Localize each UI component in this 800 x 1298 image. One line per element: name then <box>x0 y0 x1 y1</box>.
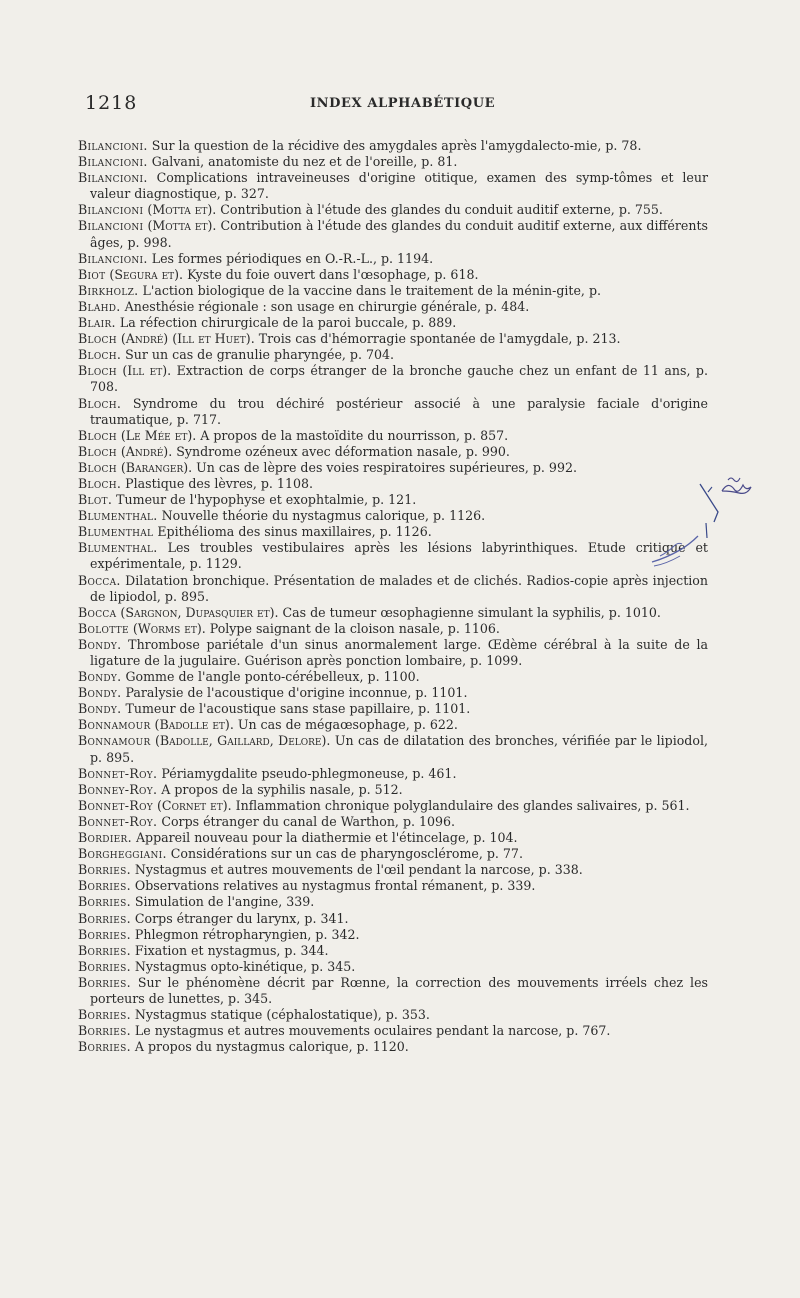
index-entry <box>78 782 708 798</box>
entry-text: Sur le phénomène décrit par Rœnne, la correction des mouvements irréels chez les porteurs de lunettes, p. 345. <box>90 974 708 1006</box>
entry-author: Bilancioni <box>78 202 144 218</box>
entry-text: Thrombose pariétale d'un sinus anormalement large. Œdème cérébral à la suite de la ligature de la jugulaire. Guérison après ponction lombaire, p. 1099. <box>90 636 708 668</box>
entry-text: Tumeur de l'hypophyse et exophtalmie, p. 121. <box>112 492 417 508</box>
entry-text: Complications intraveineuses d'origine otitique, examen des symp-tômes et leur valeur diagnostique, p. 327. <box>90 170 708 202</box>
index-entry <box>78 170 708 202</box>
entry-author: Bloch. <box>78 475 122 491</box>
index-entry <box>78 444 708 460</box>
entry-author: Bonnet-Roy. <box>78 765 158 781</box>
entry-text: Inflammation chronique polyglandulaire des glandes salivaires, p. 561. <box>231 797 690 813</box>
index-entry <box>78 846 708 862</box>
index-entry <box>78 347 708 363</box>
entry-author: Bloch <box>78 459 117 475</box>
entry-author: Borries. <box>78 958 131 974</box>
entry-coauthors: (André) (Ill et Huet). <box>116 331 255 347</box>
index-entry <box>78 959 708 975</box>
index-entry <box>78 830 708 846</box>
entry-author: Bilancioni. <box>78 170 148 186</box>
entry-author: Borries. <box>78 926 131 942</box>
index-entry <box>78 911 708 927</box>
entry-author: Blot. <box>78 492 113 508</box>
index-entry <box>78 605 708 621</box>
index-entry <box>78 218 708 250</box>
entry-author: Bonnamour <box>78 733 151 749</box>
entry-text: Trois cas d'hémorragie spontanée de l'amygdale, p. 213. <box>254 331 621 347</box>
entry-author: Bondy. <box>78 701 122 717</box>
entry-author: Bilancioni. <box>78 154 148 170</box>
entry-author: Bloch <box>78 443 117 459</box>
index-entry <box>78 283 708 299</box>
index-entry <box>78 1023 708 1039</box>
entry-text: A propos de la syphilis nasale, p. 512. <box>157 781 403 797</box>
index-entry <box>78 492 708 508</box>
entry-text: La réfection chirurgicale de la paroi buccale, p. 889. <box>115 315 457 331</box>
entry-author: Borries. <box>78 942 131 958</box>
entry-author: Borgheggiani. <box>78 846 167 862</box>
entry-author: Blahd. <box>78 298 121 314</box>
entry-text: Polype saignant de la cloison nasale, p. 1106. <box>205 620 500 636</box>
entry-coauthors: (Segura et). <box>105 266 184 282</box>
entry-author: Bloch. <box>78 395 122 411</box>
entry-coauthors: (Baranger). <box>116 459 193 475</box>
entry-text: Cas de tumeur œsophagienne simulant la syphilis, p. 1010. <box>278 604 661 620</box>
index-entry <box>78 315 708 331</box>
entry-author: Blumenthal <box>78 524 154 540</box>
index-entry <box>78 701 708 717</box>
index-entry <box>78 862 708 878</box>
index-entry <box>78 396 708 428</box>
entry-author: Bolotte <box>78 620 129 636</box>
entry-text: Plastique des lèvres, p. 1108. <box>121 475 313 491</box>
index-entry <box>78 476 708 492</box>
index-entry <box>78 299 708 315</box>
index-entry <box>78 637 708 669</box>
pencil-bracket-tick <box>708 487 712 492</box>
index-entry <box>78 717 708 733</box>
entry-author: Bocca. <box>78 572 121 588</box>
running-title: INDEX ALPHABÉTIQUE <box>310 96 496 111</box>
entry-author: Bloch <box>78 331 117 347</box>
entry-text: Appareil nouveau pour la diathermie et l'étincelage, p. 104. <box>131 830 518 846</box>
entry-text: Simulation de l'angine, 339. <box>130 894 315 910</box>
entry-author: Borries. <box>78 1039 131 1055</box>
entry-text: Corps étranger du larynx, p. 341. <box>130 910 349 926</box>
entry-coauthors: (Sargnon, Dupasquier et). <box>116 604 279 620</box>
entry-author: Bondy. <box>78 685 122 701</box>
entry-author: Bilancioni. <box>78 250 148 266</box>
entry-author: Bloch. <box>78 347 122 363</box>
entry-text: Kyste du foie ouvert dans l'œsophage, p. 618. <box>183 266 479 282</box>
entry-text: Epithélioma des sinus maxillaires, p. 1126. <box>153 524 432 540</box>
entry-text: Contribution à l'étude des glandes du conduit auditif externe, aux différents âges, p. 998. <box>90 218 708 250</box>
entry-text: A propos de la mastoïdite du nourrisson, p. 857. <box>196 427 509 443</box>
page-number: 1218 <box>85 92 138 114</box>
entry-author: Bloch <box>78 427 117 443</box>
entry-text: Sur un cas de granulie pharyngée, p. 704. <box>121 347 395 363</box>
index-entry <box>78 814 708 830</box>
entry-text: Paralysie de l'acoustique d'origine inconnue, p. 1101. <box>121 685 468 701</box>
index-entry <box>78 524 708 540</box>
entry-text: Tumeur de l'acoustique sans stase papillaire, p. 1101. <box>121 701 471 717</box>
index-entry <box>78 267 708 283</box>
entry-author: Borries. <box>78 974 131 990</box>
entry-text: Extraction de corps étranger de la bronche gauche chez un enfant de 11 ans, p. 708. <box>90 363 708 395</box>
index-entry <box>78 733 708 765</box>
entry-text: Sur la question de la récidive des amygdales après l'amygdalecto-mie, p. 78. <box>147 138 642 153</box>
entry-author: Bloch <box>78 363 117 379</box>
entry-text: L'action biologique de la vaccine dans le traitement de la ménin-gite, p. <box>138 282 602 298</box>
index-entry <box>78 927 708 943</box>
index-entry <box>78 460 708 476</box>
entry-text: Gomme de l'angle ponto-cérébelleux, p. 1100. <box>121 669 420 685</box>
entry-author: Bonney-Roy. <box>78 781 158 797</box>
entry-author: Bilancioni. <box>78 138 148 153</box>
entry-text: Syndrome ozéneux avec déformation nasale, p. 990. <box>172 443 510 459</box>
entry-text: Un cas de mégaœsophage, p. 622. <box>233 717 458 733</box>
entry-text: Corps étranger du canal de Warthon, p. 1096. <box>157 813 456 829</box>
entry-text: Périamygdalite pseudo-phlegmoneuse, p. 461. <box>157 765 457 781</box>
index-entry <box>78 202 708 218</box>
index-entry <box>78 766 708 782</box>
index-entry <box>78 508 708 524</box>
entry-author: Bondy. <box>78 669 122 685</box>
entry-author: Blumenthal. <box>78 540 158 556</box>
entry-author: Bonnet-Roy <box>78 797 154 813</box>
entry-author: Borries. <box>78 910 131 926</box>
entry-coauthors: (Badolle et). <box>150 717 234 733</box>
index-entry <box>78 685 708 701</box>
index-entry <box>78 621 708 637</box>
index-entry <box>78 138 708 154</box>
entry-author: Borries. <box>78 878 131 894</box>
entry-text: Anesthésie régionale : son usage en chirurgie générale, p. 484. <box>120 298 530 314</box>
index-entry <box>78 1007 708 1023</box>
entry-author: Bilancioni <box>78 218 144 234</box>
entry-author: Borries. <box>78 894 131 910</box>
entry-author: Borries. <box>78 1023 131 1039</box>
index-entry <box>78 363 708 395</box>
page-header <box>85 92 715 118</box>
entry-text: Observations relatives au nystagmus frontal rémanent, p. 339. <box>130 878 536 894</box>
entry-author: Bondy. <box>78 636 122 652</box>
index-entry <box>78 428 708 444</box>
entry-author: Blair. <box>78 315 116 331</box>
entry-text: Nystagmus opto-kinétique, p. 345. <box>130 958 356 974</box>
entry-author: Birkholz. <box>78 282 139 298</box>
entry-text: Les formes périodiques en O.-R.-L., p. 1194. <box>147 250 434 266</box>
entry-text: Fixation et nystagmus, p. 344. <box>130 942 329 958</box>
entry-coauthors: (Motta et). <box>143 202 217 218</box>
index-entry <box>78 878 708 894</box>
entry-author: Borries. <box>78 862 131 878</box>
entry-text: Syndrome du trou déchiré postérieur associé à une paralysie faciale d'origine traumatique, p. 717. <box>90 395 708 427</box>
index-entry <box>78 251 708 267</box>
entry-text: Nystagmus et autres mouvements de l'œil pendant la narcose, p. 338. <box>130 862 583 878</box>
entry-coauthors: (Cornet et). <box>153 797 232 813</box>
index-entry <box>78 540 708 572</box>
entry-coauthors: (Worms et). <box>128 620 206 636</box>
entry-author: Bonnamour <box>78 717 151 733</box>
index-entry <box>78 331 708 347</box>
entry-text: Considérations sur un cas de pharyngosclérome, p. 77. <box>166 846 523 862</box>
entry-author: Biot <box>78 266 106 282</box>
entry-author: Blumenthal. <box>78 508 158 524</box>
index-entry <box>78 894 708 910</box>
index-entry <box>78 943 708 959</box>
index-entry <box>78 975 708 1007</box>
entry-author: Bonnet-Roy. <box>78 813 158 829</box>
entry-text: Contribution à l'étude des glandes du conduit auditif externe, p. 755. <box>216 202 663 218</box>
entry-text: Les troubles vestibulaires après les lésions labyrinthiques. Etude critique et expérimentale, p. 1129. <box>90 540 708 572</box>
entry-coauthors: (Badolle, Gaillard, Delore). <box>150 733 331 749</box>
entry-coauthors: (Ill et). <box>116 363 172 379</box>
margin-scribble-icon <box>722 478 751 493</box>
index-entries <box>78 138 708 1055</box>
entry-text: Le nystagmus et autres mouvements oculaires pendant la narcose, p. 767. <box>130 1023 611 1039</box>
entry-text: Galvani, anatomiste du nez et de l'oreille, p. 81. <box>147 154 458 170</box>
entry-text: Dilatation bronchique. Présentation de malades et de clichés. Radios-copie après injection de lipiodol, p. 895. <box>90 572 708 604</box>
index-entry <box>78 798 708 814</box>
index-entry <box>78 669 708 685</box>
entry-author: Borries. <box>78 1007 131 1023</box>
entry-text: Un cas de dilatation des bronches, vérifiée par le lipiodol, p. 895. <box>90 733 708 765</box>
entry-author: Bordier. <box>78 830 132 846</box>
index-entry <box>78 154 708 170</box>
index-entry <box>78 573 708 605</box>
entry-text: Phlegmon rétropharyngien, p. 342. <box>130 926 360 942</box>
entry-coauthors: (Le Mée et). <box>116 427 197 443</box>
entry-coauthors: (André). <box>116 443 173 459</box>
entry-text: Un cas de lèpre des voies respiratoires supérieures, p. 992. <box>192 459 577 475</box>
entry-text: Nouvelle théorie du nystagmus calorique, p. 1126. <box>157 508 486 524</box>
entry-text: A propos du nystagmus calorique, p. 1120. <box>130 1039 409 1055</box>
index-entry <box>78 1039 708 1055</box>
entry-coauthors: (Motta et). <box>143 218 217 234</box>
entry-author: Bocca <box>78 604 117 620</box>
entry-text: Nystagmus statique (céphalostatique), p. 353. <box>130 1007 430 1023</box>
